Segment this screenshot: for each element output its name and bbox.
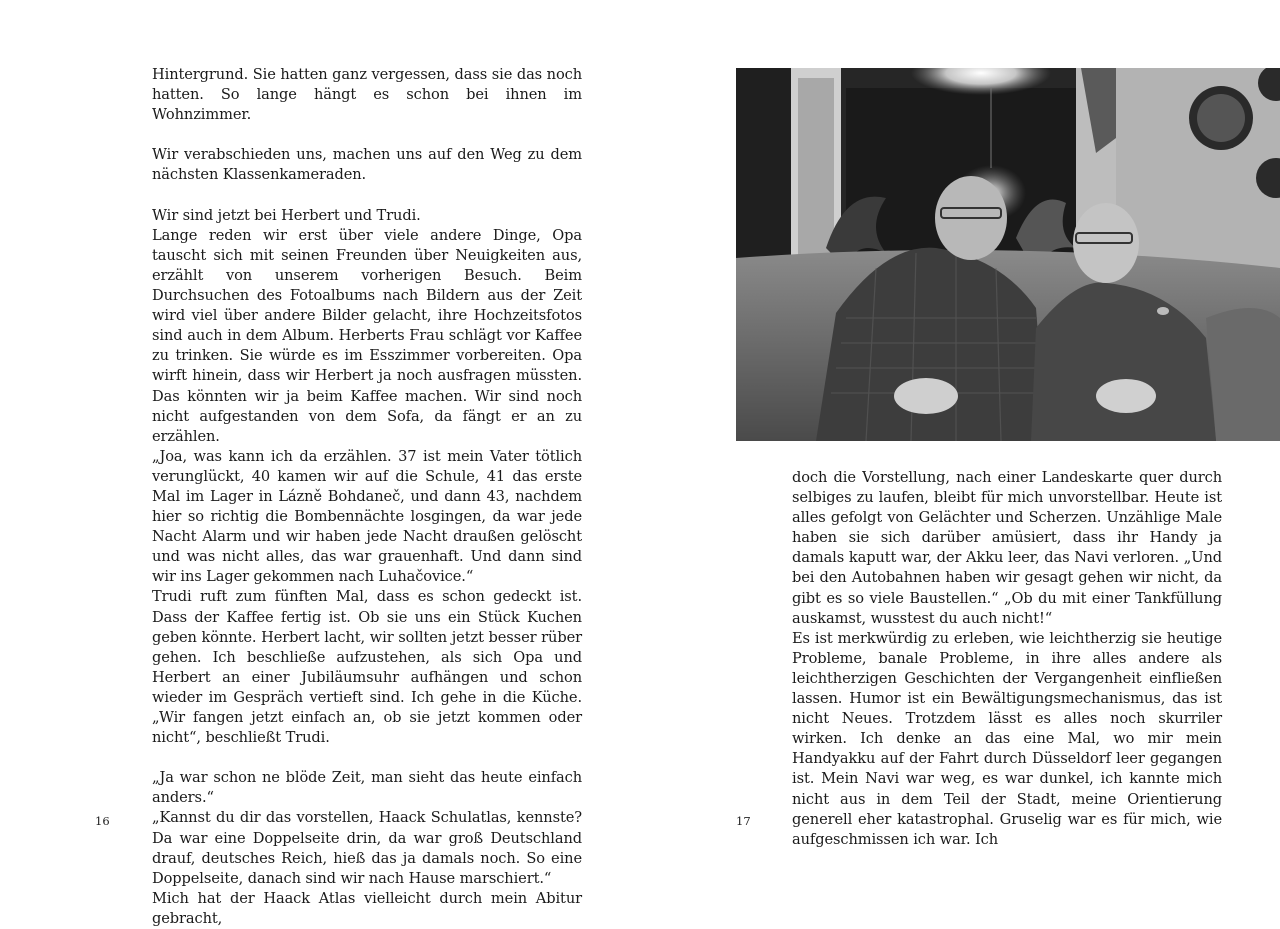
paragraph: „Kannst du dir das vorstellen, Haack Schulatlas, kennste? Da war eine Doppelseite drin, da war groß Deutschland drauf, deutsches Reich, hieß das ja damals noch. So eine Doppelseite, danach sind wir nach Hause marschiert.“ [152,809,582,887]
paragraph: Es ist merkwürdig zu erleben, wie leichtherzig sie heutige Probleme, banale Probleme, in ihre alles andere als leichtherzigen Geschichten der Vergangenheit einfließen lassen. Humor ist ein Bewältigungsmechanismus, das ist nicht Neues. Trotzdem lässt es alles noch skurriler wirken. Ich denke an das eine Mal, wo mir mein Handyakku auf der Fahrt durch Düsseldorf leer gegangen ist. Mein Navi war weg, es war dunkel, ich kannte mich nicht aus in dem Teil der Stadt, meine Orientierung generell eher katastrophal. Gruselig war es für mich, wie aufgeschmissen ich war. Ich [792,629,1222,848]
paragraph: „Joa, was kann ich da erzählen. 37 ist mein Vater tötlich verunglückt, 40 kamen wir auf die Schule, 41 das erste Mal im Lager in Lázně Bohdaneč, und dann 43, nachdem hier so richtig die Bombennächte losgingen, da war jede Nacht Alarm und wir haben jede Nacht draußen gelöscht und was nicht alles, das war grauenhaft. Und dann sind wir ins Lager gekommen nach Luhačovice.“ [152,447,582,586]
page-number: 17 [736,814,751,828]
paragraph: Hintergrund. Sie hatten ganz vergessen, dass sie das noch hatten. So lange hängt es schon bei ihnen im Wohnzimmer. [152,66,582,124]
paragraph: „Ja war schon ne blöde Zeit, man sieht das heute einfach anders.“ [152,769,582,807]
left-page-text [152,65,582,929]
left-page [0,0,640,927]
page-number: 16 [95,814,110,828]
right-page-text [792,468,1222,850]
paragraph: Lange reden wir erst über viele andere Dinge, Opa tauscht sich mit seinen Freunden über Neuigkeiten aus, erzählt von unserem vorherigen Besuch. Beim Durchsuchen des Fotoalbums nach Bildern aus der Zeit wird viel über andere Bilder gelacht, ihre Hochzeitsfotos sind auch in dem Album. Herberts Frau schlägt vor Kaffee zu trinken. Sie würde es im Esszimmer vorbereiten. Opa wirft hinein, dass wir Herbert ja noch ausfragen müssten. Das könnten wir ja beim Kaffee machen. Wir sind noch nicht aufgestanden von dem Sofa, da fängt er an zu erzählen. [152,226,582,445]
paragraph: Mich hat der Haack Atlas vielleicht durch mein Abitur gebracht, [152,889,582,927]
paragraph: Wir verabschieden uns, machen uns auf den Weg zu dem nächsten Klassenkameraden. [152,146,582,184]
paragraph: Trudi ruft zum fünften Mal, dass es schon gedeckt ist. Dass der Kaffee fertig ist. Ob sie uns ein Stück Kuchen geben könnte. Herbert lacht, wir sollten jetzt besser rüber gehen. Ich beschließe aufzustehen, als sich Opa und Herbert an einer Jubiläumsuhr aufhängen und schon wieder im Gespräch vertieft sind. Ich gehe in die Küche. „Wir fangen jetzt einfach an, ob sie jetzt kommen oder nicht“, beschließt Trudi. [152,588,582,747]
paragraph: Wir sind jetzt bei Herbert und Trudi. [152,206,421,224]
photo-two-men-on-sofa [736,68,1280,441]
right-page [640,0,1280,892]
paragraph: doch die Vorstellung, nach einer Landeskarte quer durch selbiges zu laufen, bleibt für mich unvorstellbar. Heute ist alles gefolgt von Gelächter und Scherzen. Unzählige Male haben sie sich darüber amüsiert, dass ihr Handy ja damals kaputt war, der Akku leer, das Navi verloren. „Und bei den Autobahnen haben wir gesagt gehen wir nicht, da gibt es so viele Baustellen.“ „Ob du mit einer Tankfüllung auskamst, wusstest du auch nicht!“ [792,469,1222,627]
